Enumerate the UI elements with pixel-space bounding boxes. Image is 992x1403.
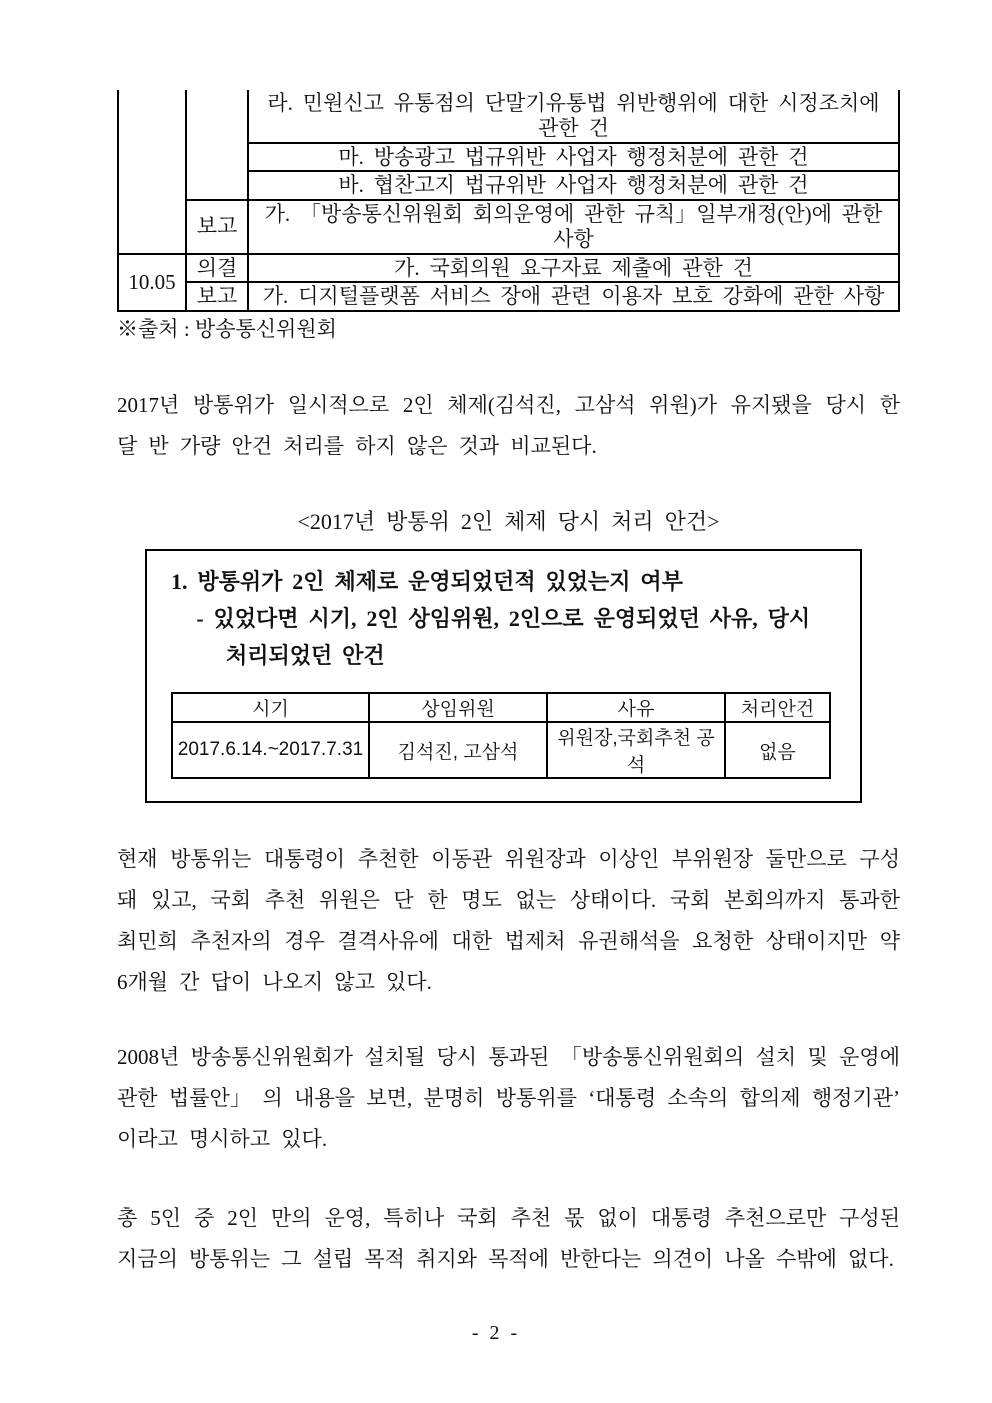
agenda-item-cell: 가. 국회의원 요구자료 제출에 관한 건 <box>248 254 899 283</box>
period-table-cell-reason: 위원장,국회추천 공석 <box>547 722 725 778</box>
period-table-cell-period: 2017.6.14.~2017.7.31 <box>172 722 369 778</box>
box-heading-line2: - 있었다면 시기, 2인 상임위원, 2인으로 운영되었던 사유, 당시 처리되었던 안건 <box>196 606 811 669</box>
agenda-item-cell: 가. 디지털플랫폼 서비스 장애 관련 이용자 보호 강화에 관한 사항 <box>248 282 899 311</box>
inquiry-box <box>145 549 862 803</box>
agenda-type-cell-empty <box>186 90 248 200</box>
period-table-cell-items: 없음 <box>725 722 830 778</box>
agenda-type-cell: 의결 <box>186 254 248 283</box>
period-table-cell-commissioners: 김석진, 고삼석 <box>369 722 547 778</box>
agenda-type-cell: 보고 <box>186 200 248 254</box>
paragraph-comparison-2017: 2017년 방통위가 일시적으로 2인 체제(김석진, 고삼석 위원)가 유지됐을 당시 한 달 반 가량 안건 처리를 하지 않은 것과 비교된다. <box>117 393 900 459</box>
period-table-header-items: 처리안건 <box>725 693 830 722</box>
agenda-item-cell: 바. 협찬고지 법규위반 사업자 행정처분에 관한 건 <box>248 171 899 200</box>
period-table <box>171 692 831 779</box>
agenda-date-cell-empty <box>118 90 186 254</box>
paragraph-2008-law: 2008년 방송통신위원회가 설치될 당시 통과된 「방송통신위원회의 설치 및 운영에 관한 법률안」 의 내용을 보면, 분명히 방통위를 ‘대통령 소속의 합의제 행정기관’ 이라고 명시하고 있다. <box>117 1045 900 1152</box>
period-table-header-reason: 사유 <box>547 693 725 722</box>
page-number: - 2 - <box>471 1322 521 1344</box>
source-note: ※출처 : 방송통신위원회 <box>117 317 337 342</box>
agenda-item-cell: 가. 「방송통신위원회 회의운영에 관한 규칙」일부개정(안)에 관한 사항 <box>248 200 899 254</box>
box-caption: <2017년 방통위 2인 체제 당시 처리 안건> <box>297 509 720 535</box>
paragraph-opinion: 총 5인 중 2인 만의 운영, 특히나 국회 추천 몫 없이 대통령 추천으로만 구성된 지금의 방통위는 그 설립 목적 취지와 목적에 반한다는 의견이 나올 수밖에 없다. <box>117 1206 900 1272</box>
agenda-type-cell: 보고 <box>186 282 248 311</box>
agenda-date-cell: 10.05 <box>118 254 186 312</box>
paragraph-current-composition: 현재 방통위는 대통령이 추천한 이동관 위원장과 이상인 부위원장 둘만으로 구성돼 있고, 국회 추천 위원은 단 한 명도 없는 상태이다. 국회 본회의까지 통과한 최민희 추천자의 경우 결격사유에 대한 법제처 유권해석을 요청한 상태이지만 약 6개월 간 답이 나오지 않고 있다. <box>117 847 900 995</box>
box-heading-line1: 1. 방통위가 2인 체제로 운영되었던적 있었는지 여부 <box>171 569 683 595</box>
period-table-header-commissioners: 상임위원 <box>369 693 547 722</box>
agenda-item-cell: 라. 민원신고 유통점의 단말기유통법 위반행위에 대한 시정조치에 관한 건 <box>248 90 899 143</box>
period-table-header-period: 시기 <box>172 693 369 722</box>
agenda-table <box>117 90 900 312</box>
agenda-item-cell: 마. 방송광고 법규위반 사업자 행정처분에 관한 건 <box>248 143 899 172</box>
